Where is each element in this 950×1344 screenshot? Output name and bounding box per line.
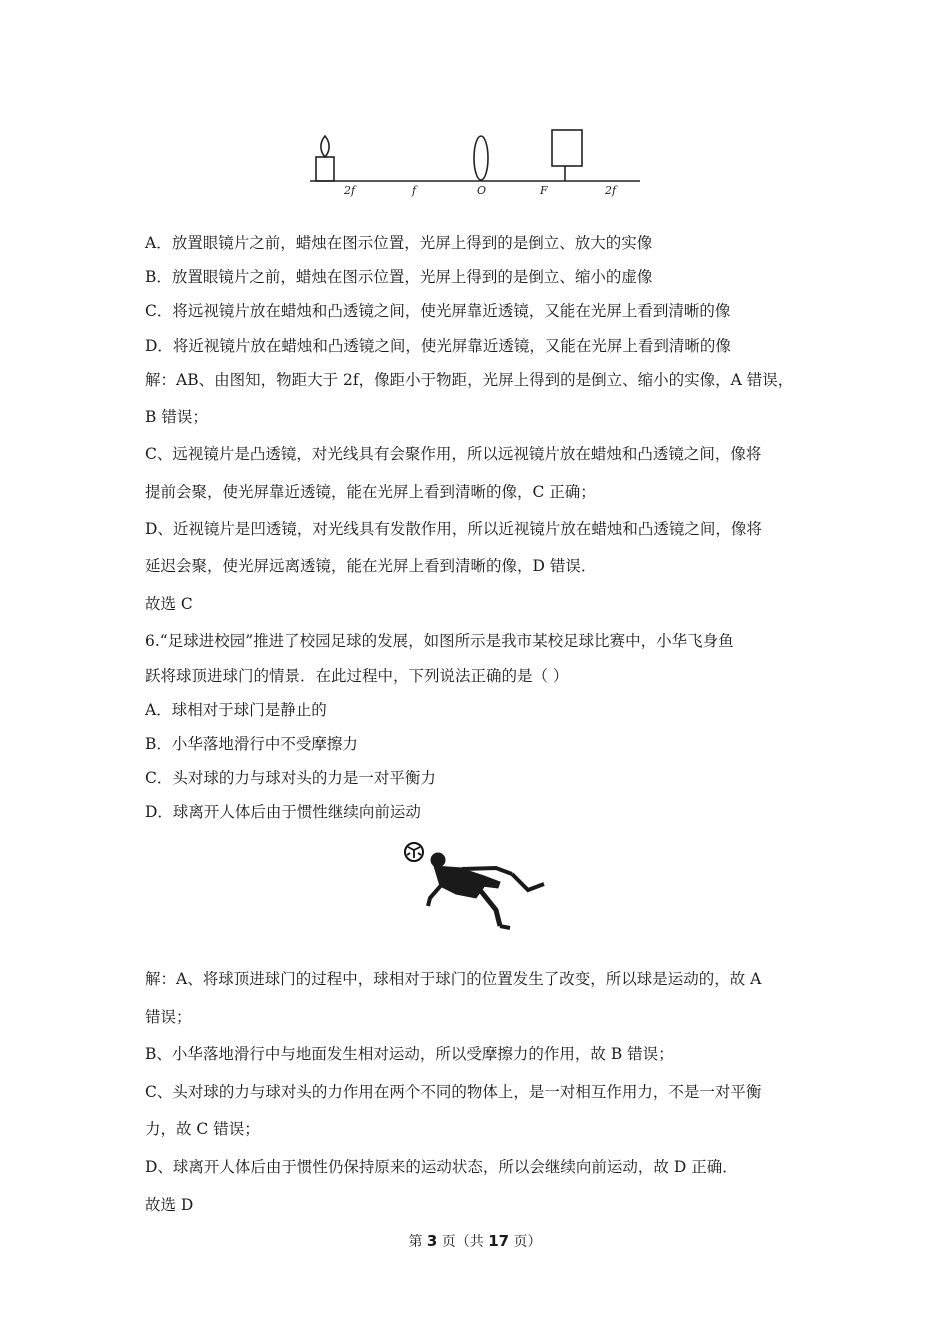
q5-option-d: D．将近视镜片放在蜡烛和凸透镜之间，使光屏靠近透镜，又能在光屏上看到清晰的像 bbox=[145, 337, 731, 355]
q6-solution-line: C、头对球的力与球对头的力作用在两个不同的物体上，是一对相互作用力，不是一对平衡 bbox=[145, 1083, 762, 1101]
soccer-player-figure bbox=[400, 838, 550, 930]
candle-icon bbox=[316, 136, 334, 181]
footer-suffix: 页） bbox=[509, 1234, 542, 1250]
q5-solution-line: 延迟会聚，使光屏远离透镜，能在光屏上看到清晰的像，D 错误． bbox=[145, 557, 597, 575]
q6-stem-line: 6.“足球进校园”推进了校园足球的发展，如图所示是我市某校足球比赛中，小华飞身鱼 bbox=[145, 632, 734, 650]
q5-solution-line: B 错误； bbox=[145, 408, 208, 426]
footer-middle: 页（共 bbox=[437, 1234, 489, 1250]
total-pages: 17 bbox=[488, 1232, 510, 1250]
soccer-ball-icon bbox=[405, 843, 423, 861]
optics-bench-figure bbox=[300, 120, 650, 200]
q5-solution-line: C、远视镜片是凸透镜，对光线具有会聚作用，所以远视镜片放在蜡烛和凸透镜之间，像将 bbox=[145, 445, 762, 463]
q6-solution-line: 解：A、将球顶进球门的过程中，球相对于球门的位置发生了改变，所以球是运动的，故 A bbox=[145, 970, 762, 988]
footer-prefix: 第 bbox=[408, 1234, 427, 1250]
axis-label-o: O bbox=[477, 184, 487, 197]
q6-solution-line: 错误； bbox=[145, 1008, 192, 1026]
axis-label-2f-left: 2f bbox=[344, 184, 356, 197]
light-screen-icon bbox=[552, 130, 582, 181]
q6-solution-line: 力，故 C 错误； bbox=[145, 1120, 260, 1138]
q5-option-a: A．放置眼镜片之前，蜡烛在图示位置，光屏上得到的是倒立、放大的实像 bbox=[145, 234, 653, 252]
convex-lens-icon bbox=[474, 136, 488, 180]
axis-label-f: f bbox=[412, 184, 417, 197]
axis-label-F: F bbox=[540, 184, 548, 197]
q5-solution-line: 提前会聚，使光屏靠近透镜，能在光屏上看到清晰的像，C 正确； bbox=[145, 483, 596, 501]
page-footer bbox=[0, 1231, 950, 1252]
page-number: 3 bbox=[426, 1232, 438, 1250]
q5-option-b: B．放置眼镜片之前，蜡烛在图示位置，光屏上得到的是倒立、缩小的虚像 bbox=[145, 268, 653, 286]
q6-option-c: C．头对球的力与球对头的力是一对平衡力 bbox=[145, 769, 436, 787]
q6-option-d: D．球离开人体后由于惯性继续向前运动 bbox=[145, 803, 421, 821]
q5-option-c: C．将远视镜片放在蜡烛和凸透镜之间，使光屏靠近透镜，又能在光屏上看到清晰的像 bbox=[145, 302, 731, 320]
q6-option-b: B．小华落地滑行中不受摩擦力 bbox=[145, 735, 358, 753]
player-silhouette bbox=[428, 853, 544, 928]
q6-solution-line: B、小华落地滑行中与地面发生相对运动，所以受摩擦力的作用，故 B 错误； bbox=[145, 1045, 674, 1063]
q5-answer: 故选 C bbox=[145, 595, 193, 613]
q6-option-a: A．球相对于球门是静止的 bbox=[145, 701, 327, 719]
q6-solution-line: D、球离开人体后由于惯性仍保持原来的运动状态，所以会继续向前运动，故 D 正确． bbox=[145, 1158, 738, 1176]
q6-stem-line: 跃将球顶进球门的情景．在此过程中，下列说法正确的是（ ） bbox=[145, 667, 569, 685]
q5-solution-line: D、近视镜片是凹透镜，对光线具有发散作用，所以近视镜片放在蜡烛和凸透镜之间，像将 bbox=[145, 520, 762, 538]
axis-label-2f-right: 2f bbox=[605, 184, 617, 197]
q6-answer: 故选 D bbox=[145, 1196, 194, 1214]
q5-solution-line: 解：AB、由图知，物距大于 2f，像距小于物距，光屏上得到的是倒立、缩小的实像，A 错误， bbox=[145, 371, 794, 389]
